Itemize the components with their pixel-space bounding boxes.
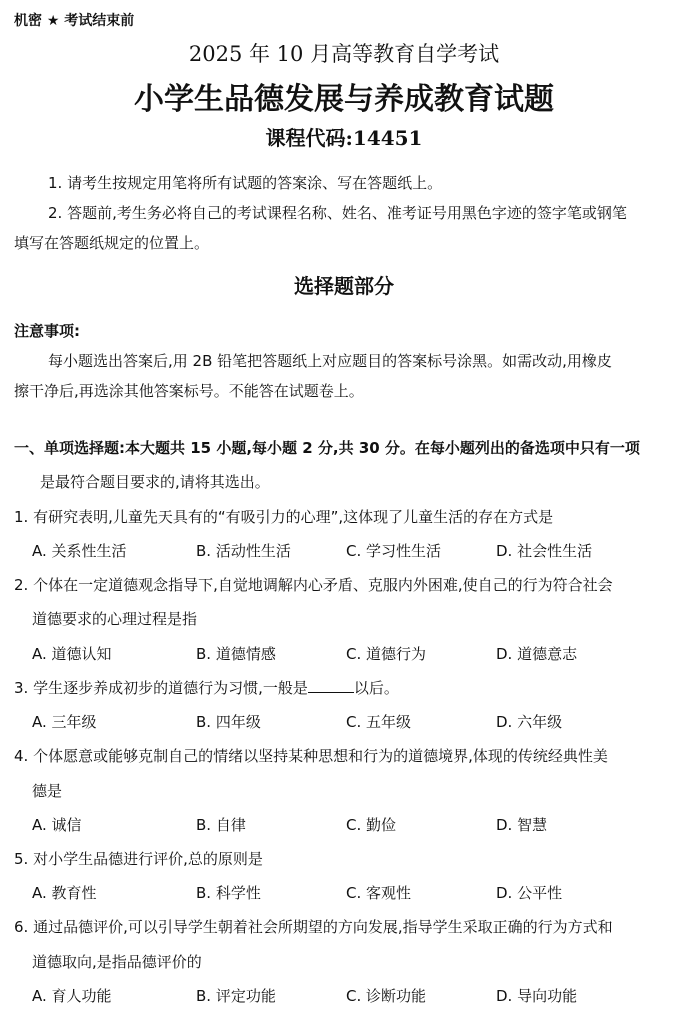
q5-option-d: D. 公平性 [496, 884, 563, 902]
question-3-tail: 以后。 [353, 679, 399, 697]
question-5: 5. 对小学生品德进行评价,总的原则是 [14, 850, 263, 868]
question-3 [14, 677, 399, 698]
section-title: 选择题部分 [294, 274, 394, 298]
question-1: 1. 有研究表明,儿童先天具有的“有吸引力的心理”,这体现了儿童生活的存在方式是 [14, 508, 554, 526]
page-title: 小学生品德发展与养成教育试题 [134, 82, 554, 117]
question-6-cont: 道德取向,是指品德评价的 [32, 953, 202, 971]
q1-option-b: B. 活动性生活 [196, 542, 291, 560]
q3-option-a: A. 三年级 [32, 713, 97, 731]
question-4-cont: 德是 [32, 782, 63, 800]
q3-option-d: D. 六年级 [496, 713, 563, 731]
q5-option-c: C. 客观性 [346, 884, 412, 902]
question-2: 2. 个体在一定道德观念指导下,自觉地调解内心矛盾、克服内外困难,使自己的行为符合社会 [14, 576, 613, 594]
instruction-2-cont: 填写在答题纸规定的位置上。 [14, 234, 210, 252]
q5-option-a: A. 教育性 [32, 884, 97, 902]
confidential-mark: 机密 ★ 考试结束前 [14, 13, 135, 29]
q6-option-c: C. 诊断功能 [346, 987, 427, 1005]
q6-option-d: D. 导向功能 [496, 987, 578, 1005]
q2-option-c: C. 道德行为 [346, 645, 427, 663]
q6-option-a: A. 育人功能 [32, 987, 112, 1005]
exam-name: 2025 年 10 月高等教育自学考试 [188, 42, 500, 66]
notice-heading: 注意事项: [14, 322, 80, 340]
q3-option-c: C. 五年级 [346, 713, 412, 731]
q4-option-b: B. 自律 [196, 816, 246, 834]
course-code: 课程代码:14451 [265, 126, 423, 150]
instruction-1: 1. 请考生按规定用笔将所有试题的答案涂、写在答题纸上。 [48, 174, 443, 192]
question-4: 4. 个体愿意或能够克制自己的情绪以坚持某种思想和行为的道德境界,体现的传统经典性美 [14, 747, 608, 765]
q4-option-c: C. 勤俭 [346, 816, 397, 834]
question-6: 6. 通过品德评价,可以引导学生朝着社会所期望的方向发展,指导学生采取正确的行为方式和 [14, 918, 613, 936]
q4-option-a: A. 诚信 [32, 816, 82, 834]
q5-option-b: B. 科学性 [196, 884, 261, 902]
q1-option-d: D. 社会性生活 [496, 542, 593, 560]
instruction-2: 2. 答题前,考生务必将自己的考试课程名称、姓名、准考证号用黑色字迹的签字笔或钢笔 [48, 204, 627, 222]
q2-option-a: A. 道德认知 [32, 645, 112, 663]
q2-option-d: D. 道德意志 [496, 645, 578, 663]
q4-option-d: D. 智慧 [496, 816, 548, 834]
part1-heading-cont: 是最符合题目要求的,请将其选出。 [40, 473, 270, 491]
q1-option-c: C. 学习性生活 [346, 542, 442, 560]
answer-blank [308, 678, 354, 693]
q3-option-b: B. 四年级 [196, 713, 261, 731]
q1-option-a: A. 关系性生活 [32, 542, 127, 560]
notice-line-2: 擦干净后,再选涂其他答案标号。不能答在试题卷上。 [14, 382, 364, 400]
question-2-cont: 道德要求的心理过程是指 [32, 610, 198, 628]
question-3-text: 3. 学生逐步养成初步的道德行为习惯,一般是 [14, 679, 308, 697]
notice-line-1: 每小题选出答案后,用 2B 铅笔把答题纸上对应题目的答案标号涂黑。如需改动,用橡皮 [48, 352, 612, 370]
q2-option-b: B. 道德情感 [196, 645, 276, 663]
part1-heading: 一、单项选择题:本大题共 15 小题,每小题 2 分,共 30 分。在每小题列出的备选项中只有一项 [14, 439, 640, 457]
q6-option-b: B. 评定功能 [196, 987, 276, 1005]
